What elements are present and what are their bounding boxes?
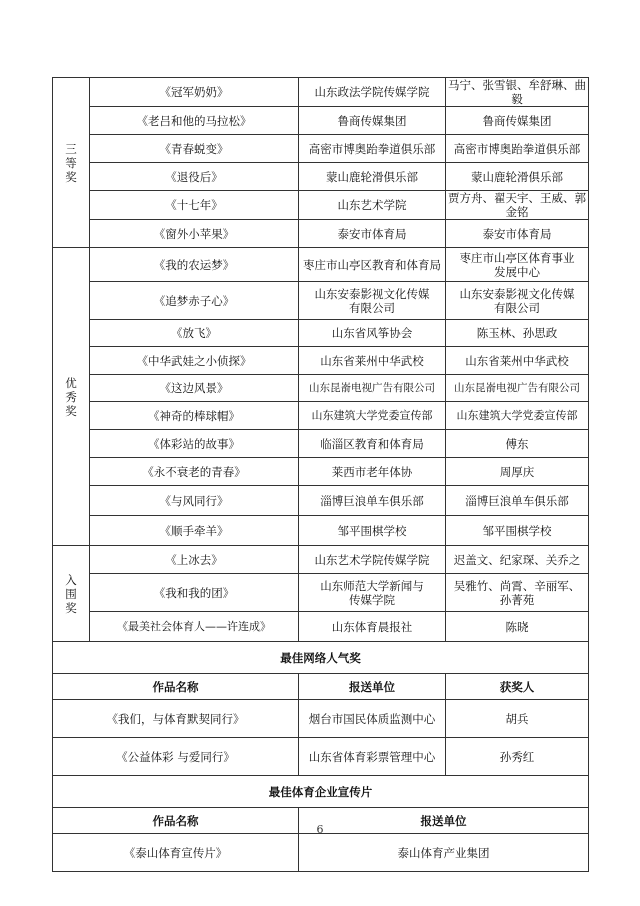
- submitting-unit: 烟台市国民体质监测中心: [299, 700, 446, 738]
- table-row: [53, 248, 589, 282]
- submitting-unit: 山东艺术学院: [299, 191, 446, 220]
- winner: 高密市博奥跆拳道俱乐部: [446, 135, 589, 163]
- table-row: [53, 516, 589, 546]
- table-row: [53, 220, 589, 248]
- work-title: 《中华武娃之小侦探》: [90, 347, 299, 375]
- submitting-unit: 山东安泰影视文化传媒 有限公司: [299, 282, 446, 320]
- work-title: 《十七年》: [90, 191, 299, 220]
- winner: 孙秀红: [446, 738, 589, 776]
- table-row: [53, 107, 589, 135]
- table-row: [53, 375, 589, 402]
- winner: 山东省莱州中华武校: [446, 347, 589, 375]
- page-number: 6: [316, 823, 324, 836]
- work-title: 《最美社会体育人——许连成》: [90, 612, 299, 642]
- work-title: 《窗外小苹果》: [90, 220, 299, 248]
- winner: 傅东: [446, 430, 589, 458]
- work-title: 《退役后》: [90, 163, 299, 191]
- table-row: [53, 402, 589, 430]
- work-title: 《老吕和他的马拉松》: [90, 107, 299, 135]
- submitting-unit: 山东师范大学新闻与 传媒学院: [299, 574, 446, 612]
- table-row: [53, 738, 589, 776]
- winner: 泰安市体育局: [446, 220, 589, 248]
- table-row: [53, 191, 589, 220]
- column-header-work: 作品名称: [53, 674, 299, 700]
- winner: 胡兵: [446, 700, 589, 738]
- work-title: 《神奇的棒球帽》: [90, 402, 299, 430]
- winner: 淄博巨浪单车俱乐部: [446, 486, 589, 516]
- winner: 枣庄市山亭区体育事业 发展中心: [446, 248, 589, 282]
- submitting-unit: 山东艺术学院传媒学院: [299, 546, 446, 574]
- work-title: 《青春蜕变》: [90, 135, 299, 163]
- work-title: 《这边风景》: [90, 375, 299, 402]
- table-row: [53, 320, 589, 347]
- submitting-unit: 山东省莱州中华武校: [299, 347, 446, 375]
- submitting-unit: 泰安市体育局: [299, 220, 446, 248]
- work-title: 《体彩站的故事》: [90, 430, 299, 458]
- work-title: 《泰山体育宣传片》: [53, 834, 299, 872]
- winner: 陈晓: [446, 612, 589, 642]
- winner: 山东昆嵛电视广告有限公司: [446, 375, 589, 402]
- winner: 邹平围棋学校: [446, 516, 589, 546]
- winner: 周厚庆: [446, 458, 589, 486]
- table-row: [53, 574, 589, 612]
- column-header-unit: 报送单位: [299, 808, 589, 834]
- submitting-unit: 邹平围棋学校: [299, 516, 446, 546]
- table-row: [53, 612, 589, 642]
- winner: 鲁商传媒集团: [446, 107, 589, 135]
- table-row: [53, 486, 589, 516]
- table-row: [53, 430, 589, 458]
- category-third-prize: 三 等 奖: [53, 78, 90, 248]
- column-header-work: 作品名称: [53, 808, 299, 834]
- submitting-unit: 蒙山鹿轮滑俱乐部: [299, 163, 446, 191]
- work-title: 《我们，与体育默契同行》: [53, 700, 299, 738]
- submitting-unit: 山东建筑大学党委宣传部: [299, 402, 446, 430]
- submitting-unit: 枣庄市山亭区教育和体育局: [299, 248, 446, 282]
- submitting-unit: 山东政法学院传媒学院: [299, 78, 446, 107]
- table-row: [53, 700, 589, 738]
- winner: 蒙山鹿轮滑俱乐部: [446, 163, 589, 191]
- submitting-unit: 高密市博奥跆拳道俱乐部: [299, 135, 446, 163]
- work-title: 《顺手牵羊》: [90, 516, 299, 546]
- winner: 迟盖文、纪家琛、关乔之: [446, 546, 589, 574]
- winner: 吴雅竹、尚霄、辛丽军、 孙菁苑: [446, 574, 589, 612]
- submitting-unit: 莱西市老年体协: [299, 458, 446, 486]
- table-row: [53, 458, 589, 486]
- submitting-unit: 山东省风筝协会: [299, 320, 446, 347]
- work-title: 《冠军奶奶》: [90, 78, 299, 107]
- table-row: [53, 135, 589, 163]
- work-title: 《放飞》: [90, 320, 299, 347]
- section-row: [53, 642, 589, 674]
- winner: 山东安泰影视文化传媒 有限公司: [446, 282, 589, 320]
- winner: 马宁、张雪银、牟舒琳、曲毅: [446, 78, 589, 107]
- submitting-unit: 山东体育晨报社: [299, 612, 446, 642]
- table-row: [53, 834, 589, 872]
- popularity-section-title: 最佳网络人气奖: [53, 642, 589, 674]
- work-title: 《与风同行》: [90, 486, 299, 516]
- table-row: [53, 347, 589, 375]
- work-title: 《我的农运梦》: [90, 248, 299, 282]
- submitting-unit: 山东昆嵛电视广告有限公司: [299, 375, 446, 402]
- table-row: [53, 546, 589, 574]
- work-title: 《追梦赤子心》: [90, 282, 299, 320]
- work-title: 《公益体彩 与爱同行》: [53, 738, 299, 776]
- table-row: [53, 163, 589, 191]
- section-row: [53, 776, 589, 808]
- table-row: [53, 78, 589, 107]
- column-header-winner: 获奖人: [446, 674, 589, 700]
- work-title: 《永不衰老的青春》: [90, 458, 299, 486]
- column-header-unit: 报送单位: [299, 674, 446, 700]
- header-row: [53, 674, 589, 700]
- winner: 山东建筑大学党委宣传部: [446, 402, 589, 430]
- submitting-unit: 鲁商传媒集团: [299, 107, 446, 135]
- submitting-unit: 临淄区教育和体育局: [299, 430, 446, 458]
- category-excellence-prize: 优 秀 奖: [53, 248, 90, 546]
- winner: 贾方舟、翟天宇、王威、郭金铭: [446, 191, 589, 220]
- work-title: 《我和我的团》: [90, 574, 299, 612]
- awards-table: [52, 77, 589, 872]
- category-finalist-prize: 入 围 奖: [53, 546, 90, 642]
- submitting-unit: 山东省体育彩票管理中心: [299, 738, 446, 776]
- winner: 陈玉林、孙思政: [446, 320, 589, 347]
- table-row: [53, 282, 589, 320]
- enterprise-section-title: 最佳体育企业宣传片: [53, 776, 589, 808]
- submitting-unit: 泰山体育产业集团: [299, 834, 589, 872]
- work-title: 《上冰去》: [90, 546, 299, 574]
- submitting-unit: 淄博巨浪单车俱乐部: [299, 486, 446, 516]
